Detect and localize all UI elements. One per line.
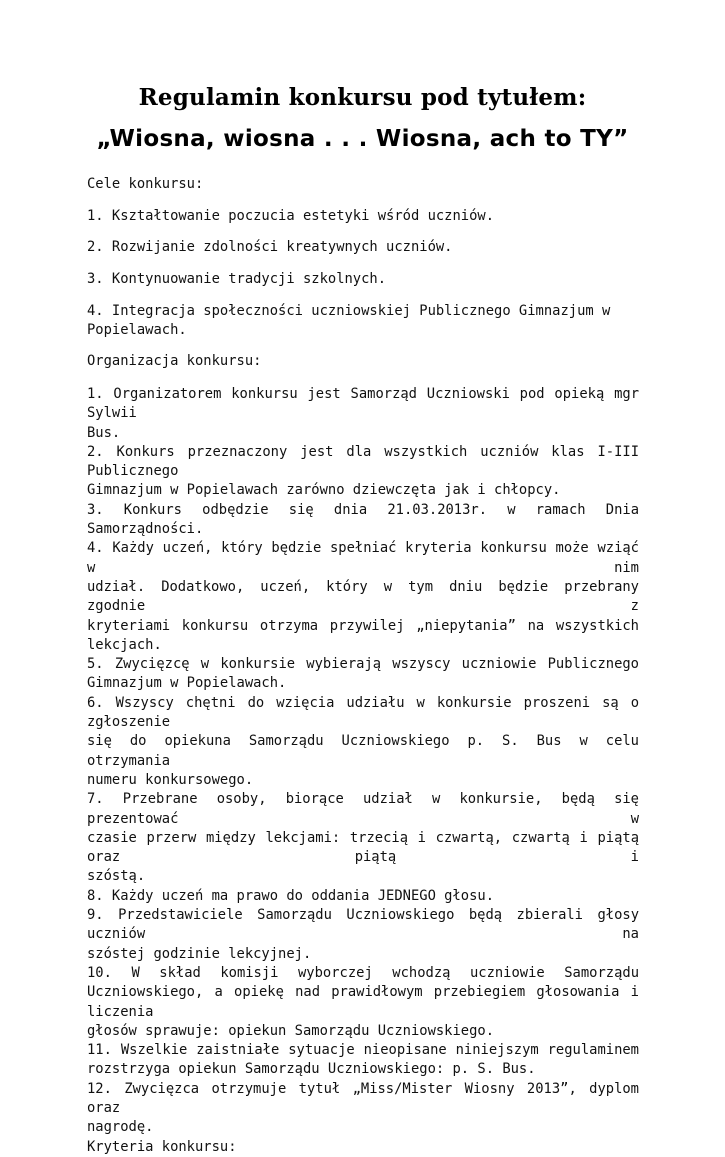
rule-line: 10. W skład komisji wyborczej wchodzą uczniowie Samorządu [87,964,639,981]
rule-line: Gimnazjum w Popielawach zarówno dziewczęta jak i chłopcy. [87,482,561,499]
goal-item: 3. Kontynuowanie tradycji szkolnych. [87,271,387,287]
rule-item [87,1041,639,1080]
goal-item [87,302,639,341]
goal-item: 2. Rozwijanie zdolności kreatywnych uczniów. [87,239,453,255]
rule-line: rozstrzyga opiekun Samorządu Uczniowskiego: p. S. Bus. [87,1061,536,1078]
rule-line: Gimnazjum w Popielawach. [87,675,287,692]
rule-line: czasie przerw między lekcjami: trzecią i czwartą, czwartą i piątą oraz piątą i [87,829,639,866]
rule-item [87,694,639,790]
rule-line: numeru konkursowego. [87,771,254,788]
rule-line: Bus. [87,424,121,441]
goal-item: 1. Kształtowanie poczucia estetyki wśród uczniów. [87,208,495,224]
document-title: Regulamin konkursu pod tytułem: [138,84,587,111]
rule-item [87,790,639,886]
rule-item [87,906,639,964]
rule-item [87,501,639,540]
rule-line: 11. Wszelkie zaistniałe sytuacje nieopisane niniejszym regulaminem [87,1042,639,1059]
rule-line: 2. Konkurs przeznaczony jest dla wszystkich uczniów klas I-III Publicznego [87,443,639,480]
goal-line: Popielawach. [87,322,187,339]
rule-line: szóstej godzinie lekcyjnej. [87,945,312,962]
rule-item [87,655,639,694]
rule-line: głosów sprawuje: opiekun Samorządu Uczniowskiego. [87,1022,495,1039]
goal-line: 4. Integracja społeczności uczniowskiej Publicznego Gimnazjum w [87,303,611,319]
rule-line: udział. Dodatkowo, uczeń, który w tym dniu będzie przebrany zgodnie z [87,578,639,615]
rule-line: 7. Przebrane osoby, biorące udział w konkursie, będą się prezentować w [87,791,639,827]
rule-item [87,887,639,906]
rule-line: kryteriami konkursu otrzyma przywilej „niepytania” na wszystkich lekcjach. [87,617,639,653]
rule-item [87,964,639,1041]
criteria-heading: Kryteria konkursu: [87,1138,237,1155]
rule-item [87,443,639,501]
rule-line: nagrodę. [87,1119,154,1136]
rules-list [87,385,639,1157]
goals-heading: Cele konkursu: [87,176,204,192]
rule-line: 1. Organizatorem konkursu jest Samorząd Uczniowski pod opieką mgr Sylwii [87,386,639,422]
rule-item [87,1080,639,1138]
rule-line: Uczniowskiego, a opiekę nad prawidłowym przebiegiem głosowania i liczenia [87,984,639,1020]
document-subtitle: „Wiosna, wiosna . . . Wiosna, ach to TY” [96,126,629,152]
rule-line: 8. Każdy uczeń ma prawo do oddania JEDNEGO głosu. [87,887,495,904]
rule-line: 3. Konkurs odbędzie się dnia 21.03.2013r. w ramach Dnia Samorządności. [87,501,639,538]
rule-line: się do opiekuna Samorządu Uczniowskiego p. S. Bus w celu otrzymania [87,733,639,769]
rule-line: 12. Zwycięzca otrzymuje tytuł „Miss/Mister Wiosny 2013”, dyplom oraz [87,1080,639,1116]
rule-item [87,539,639,655]
rule-line: 4. Każdy uczeń, który będzie spełniać kryteria konkursu może wziąć w nim [87,540,639,576]
rule-line: 5. Zwycięzcę w konkursie wybierają wszyscy uczniowie Publicznego [87,656,639,673]
organization-heading: Organizacja konkursu: [87,353,262,369]
rule-item [87,385,639,443]
rule-line: 6. Wszyscy chętni do wzięcia udziału w konkursie proszeni są o zgłoszenie [87,694,639,731]
rule-line: szóstą. [87,868,146,885]
rule-line: 9. Przedstawiciele Samorządu Uczniowskiego będą zbierali głosy uczniów na [87,907,639,943]
